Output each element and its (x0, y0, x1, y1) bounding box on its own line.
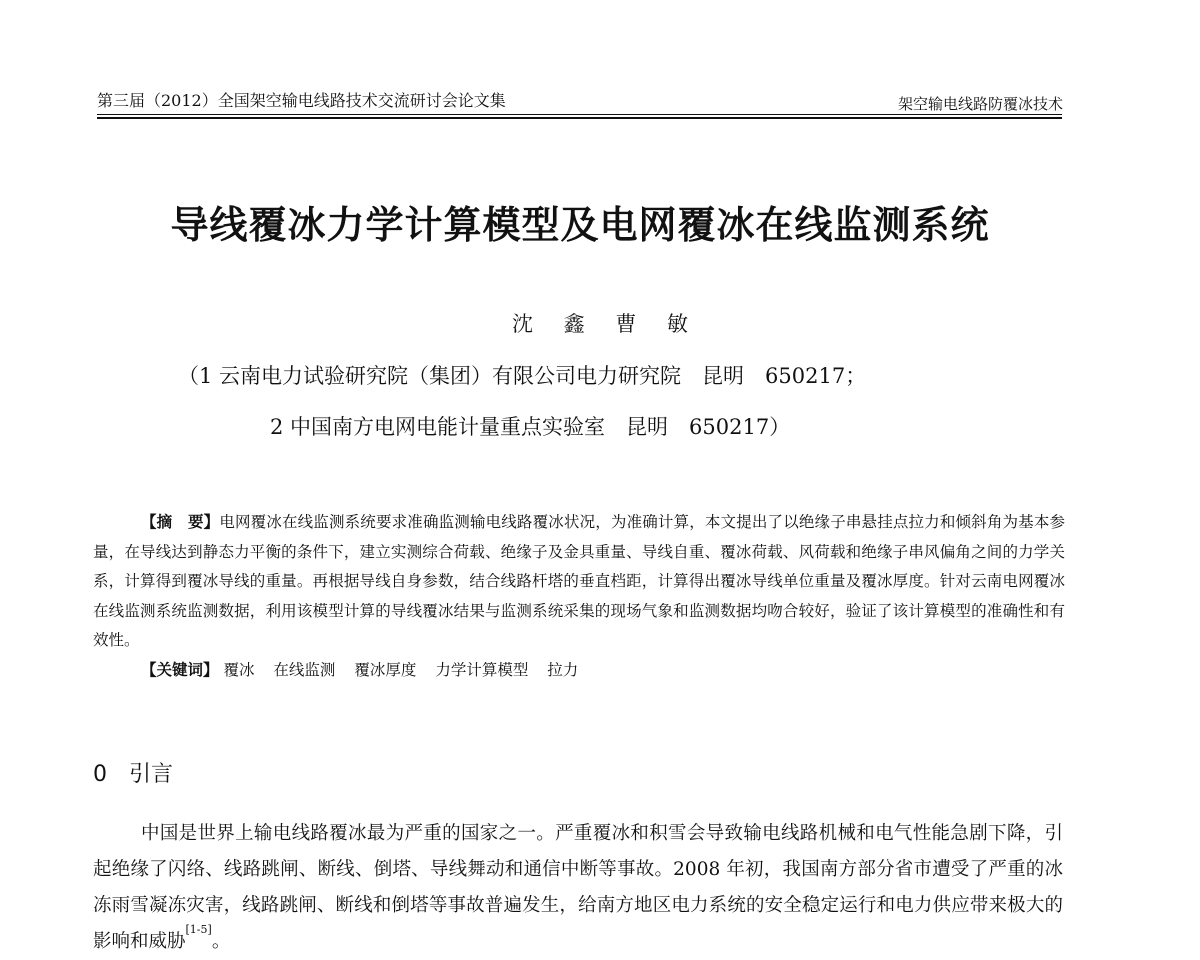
author-char: 鑫 (563, 312, 585, 336)
intro-end: 。 (211, 931, 231, 952)
abstract-paragraph (93, 508, 1065, 656)
keyword: 覆冰厚度 (354, 660, 417, 679)
running-header-right: 架空输电线路防覆冰技术 (897, 95, 1063, 113)
keyword: 在线监测 (273, 660, 336, 679)
affiliation-2: 2 中国南方电网电能计量重点实验室 昆明 650217） (270, 415, 791, 439)
intro-paragraph (93, 816, 1063, 960)
header-rule-thin (97, 114, 1062, 115)
section-title: 引言 (129, 762, 174, 787)
intro-text: 中国是世界上输电线路覆冰最为严重的国家之一。严重覆冰和积雪会导致输电线路机械和电气性能急剧下降，引起绝缘了闪络、线路跳闸、断线、倒塔、导线舞动和通信中断等事故。2008 年初，我国南方部分省市遭受了严重的冰冻雨雪凝冻灾害，线路跳闸、断线和倒塔等事故普遍发生，给南方地区电力系统的安全稳定运行和电力供应带来极大的影响和威胁 (93, 823, 1063, 952)
affiliation-1: （1 云南电力试验研究院（集团）有限公司电力研究院 昆明 650217； (178, 364, 867, 388)
running-header-left: 第三届（2012）全国架空输电线路技术交流研讨会论文集 (97, 91, 506, 110)
abstract-block (93, 508, 1065, 685)
author-line (0, 308, 1200, 338)
citation[interactable]: [1-5] (185, 923, 212, 936)
keyword: 力学计算模型 (435, 660, 529, 679)
keyword: 拉力 (547, 660, 579, 679)
keyword: 覆冰 (223, 660, 255, 679)
author-char: 曹 (615, 312, 637, 336)
paper-title: 导线覆冰力学计算模型及电网覆冰在线监测系统 (170, 203, 990, 247)
keywords-line (141, 656, 1065, 686)
intro-block (93, 816, 1063, 960)
abstract-label: 【摘 要】 (141, 513, 220, 531)
section-heading (93, 757, 173, 788)
author-char: 沈 (511, 312, 533, 336)
abstract-text: 电网覆冰在线监测系统要求准确监测输电线路覆冰状况，为准确计算，本文提出了以绝缘子串悬挂点拉力和倾斜角为基本参量，在导线达到静态力平衡的条件下，建立实测综合荷载、绝缘子及金具重量、导线自重、覆冰荷载、风荷载和绝缘子串风偏角之间的力学关系，计算得到覆冰导线的重量。再根据导线自身参数，结合线路杆塔的垂直档距，计算得出覆冰导线单位重量及覆冰厚度。针对云南电网覆冰在线监测系统监测数据，利用该模型计算的导线覆冰结果与监测系统采集的现场气象和监测数据均吻合较好，验证了该计算模型的准确性和有效性。 (93, 513, 1065, 649)
author-char: 敏 (667, 312, 689, 336)
section-number: 0 (93, 762, 107, 787)
keywords-label: 【关键词】 (141, 660, 219, 679)
header-rule-thick (97, 117, 1062, 119)
